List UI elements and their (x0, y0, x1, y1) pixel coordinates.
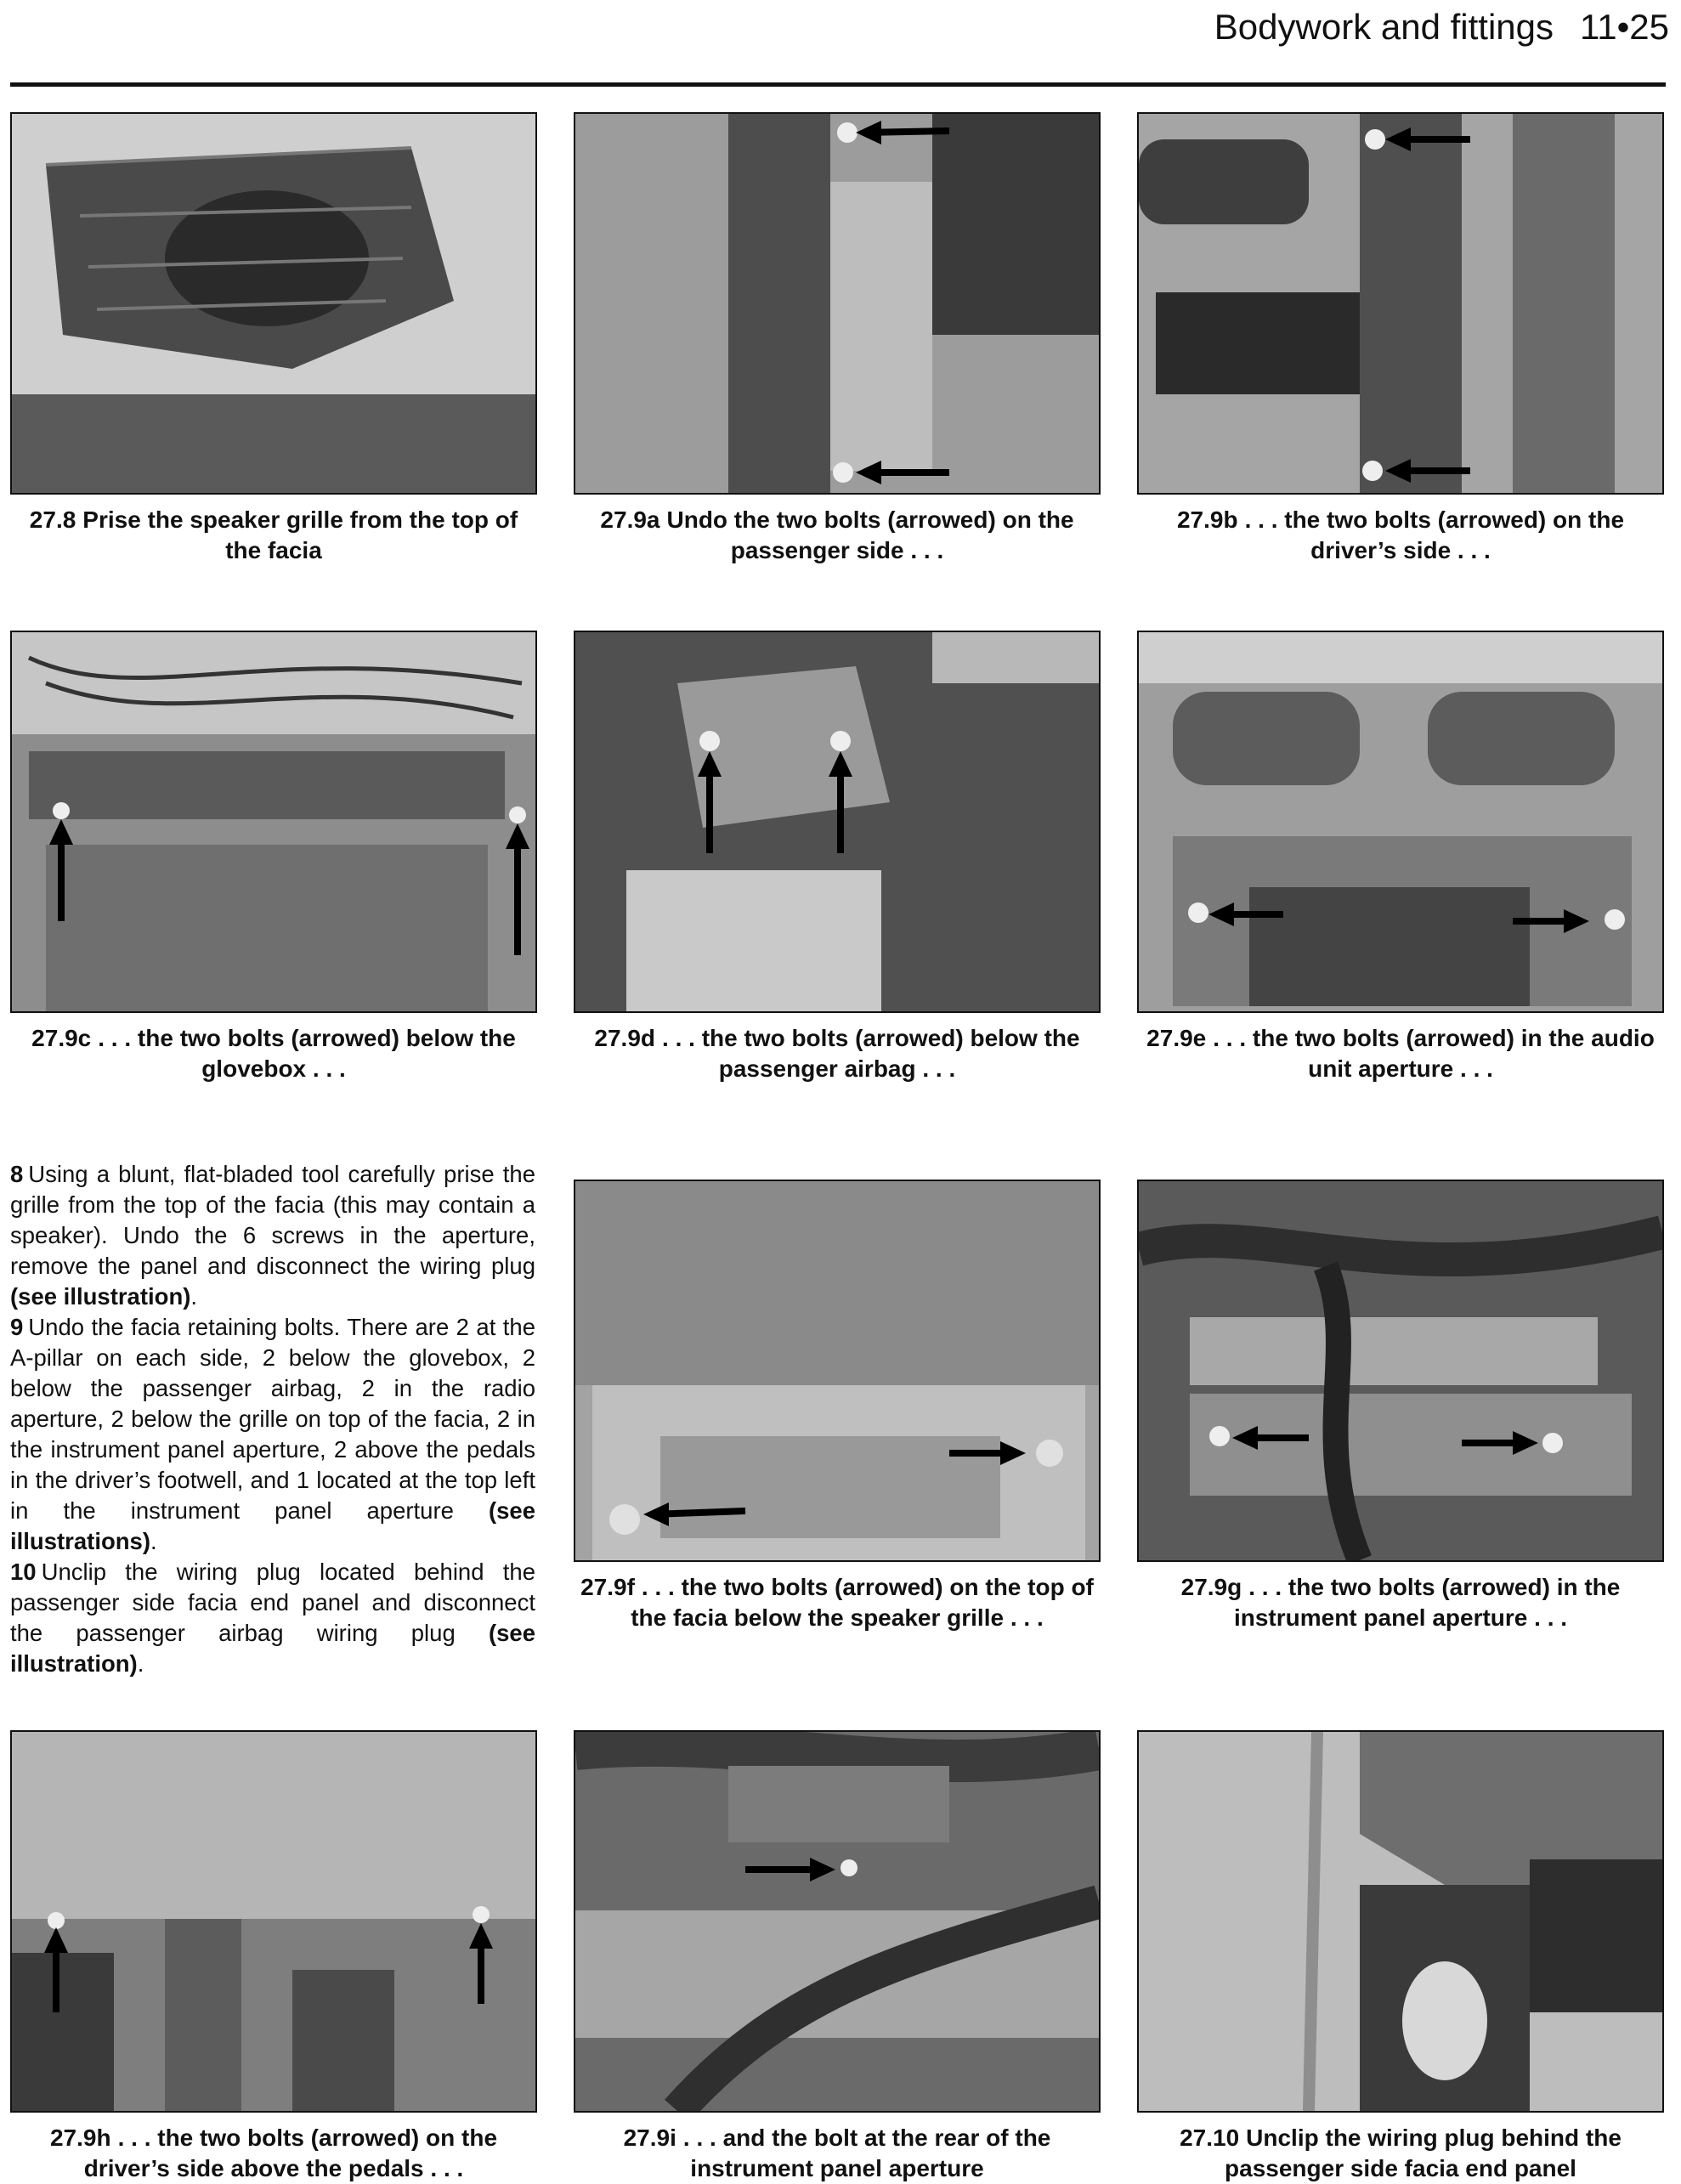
figure-27-9i (574, 1730, 1101, 2184)
figure-caption (574, 2123, 1101, 2184)
figure-27-9b (1137, 112, 1664, 566)
step-text: Unclip the wiring plug located behind the passenger side facia end panel and disconnect the passenger airbag wiring plug (10, 1559, 535, 1646)
step-text: Undo the facia retaining bolts. There are 2 at the A-pillar on each side, 2 below the glovebox, 2 below the passenger airbag, 2 in the radio aperture, 2 below the grille on top of the facia, 2 in the instrument panel aperture, 2 above the pedals in the driver’s footwell, and 1 located at the top left in the instrument panel aperture (10, 1314, 535, 1524)
section-title: Bodywork and fittings (1214, 7, 1554, 47)
page-header (0, 0, 1681, 88)
figure-caption (1137, 505, 1664, 566)
step-9: 9 Undo the facia retaining bolts. There are 2 at the A-pillar on each side, 2 below the glovebox, 2 below the passenger airbag, 2 in the radio aperture, 2 below the grille on top of the facia, 2 in the instrument panel aperture, 2 above the pedals in the driver’s footwell, and 1 located at the top left in the instrument panel aperture (see illustrations). (10, 1314, 535, 1554)
figure-27-9g (1137, 1180, 1664, 1633)
figure-caption (10, 1023, 537, 1084)
figure-caption (10, 505, 537, 566)
figure-caption-text: Unclip the wiring plug behind the passenger side facia end panel (1225, 2125, 1622, 2181)
figure-caption (574, 1572, 1101, 1633)
figure-photo (1137, 1180, 1664, 1562)
figure-27-9f (574, 1180, 1101, 1633)
figure-number: 27.9c (31, 1025, 92, 1051)
figure-caption (10, 2123, 537, 2184)
step-8: 8 Using a blunt, flat-bladed tool carefully prise the grille from the top of the facia (this may contain a speaker). Undo the 6 screws in the aperture, remove the panel and disconnect the wiring plug (see illustration). (10, 1161, 535, 1310)
figure-number: 27.9d (594, 1025, 656, 1051)
step-number: 9 (10, 1314, 24, 1340)
figure-caption-text: . . . the two bolts (arrowed) in the instrument panel aperture . . . (1233, 1574, 1621, 1631)
figure-caption-text: . . . the two bolts (arrowed) on the top of the facia below the speaker grille . . . (631, 1574, 1094, 1631)
step-reference: (see illustration) (10, 1283, 191, 1310)
step-number: 8 (10, 1161, 24, 1187)
figure-number: 27.9b (1176, 506, 1238, 533)
figure-number: 27.9a (600, 506, 660, 533)
figure-photo (574, 1180, 1101, 1562)
figure-27-9h (10, 1730, 537, 2184)
figure-photo (574, 631, 1101, 1013)
figure-photo (574, 1730, 1101, 2113)
figure-caption-text: Undo the two bolts (arrowed) on the passenger side . . . (666, 506, 1074, 563)
figure-photo (574, 112, 1101, 495)
figure-caption-text: . . . the two bolts (arrowed) on the driver’s side . . . (1244, 506, 1625, 563)
figure-caption (574, 1023, 1101, 1084)
figure-photo (10, 1730, 537, 2113)
figure-27-8 (10, 112, 537, 566)
figure-caption (574, 505, 1101, 566)
figure-number: 27.10 (1180, 2125, 1240, 2151)
figure-27-9d (574, 631, 1101, 1084)
figure-caption (1137, 1023, 1664, 1084)
figure-caption-text: . . . the two bolts (arrowed) below the glovebox . . . (98, 1025, 516, 1082)
figure-number: 27.9f (580, 1574, 635, 1600)
figure-number: 27.9h (49, 2125, 111, 2151)
figure-caption (1137, 2123, 1664, 2184)
figure-number: 27.9g (1180, 1574, 1242, 1600)
figure-number: 27.9e (1146, 1025, 1207, 1051)
figure-photo (1137, 631, 1664, 1013)
figure-caption-text: . . . the two bolts (arrowed) on the driver’s side above the pedals . . . (83, 2125, 498, 2181)
step-10: 10 Unclip the wiring plug located behind the passenger side facia end panel and disconnect the passenger airbag wiring plug (see illustration). (10, 1559, 536, 1677)
figure-27-9e (1137, 631, 1664, 1084)
figure-caption (1137, 1572, 1664, 1633)
figure-number: 27.8 (29, 506, 76, 533)
figure-photo (10, 112, 537, 495)
step-reference: (see illustration) (10, 1620, 536, 1677)
body-text (10, 1159, 535, 1679)
figure-caption-text: . . . the two bolts (arrowed) in the audio unit aperture . . . (1213, 1025, 1655, 1082)
figure-photo (1137, 1730, 1664, 2113)
header-rule (10, 82, 1666, 87)
figure-photo (10, 631, 537, 1013)
figure-caption-text: . . . the two bolts (arrowed) below the passenger airbag . . . (662, 1025, 1080, 1082)
step-text: Using a blunt, flat-bladed tool carefully prise the grille from the top of the facia (this may contain a speaker). Undo the 6 screws in the aperture, remove the panel and disconnect the wiring plug (10, 1161, 535, 1279)
page-number: 11•25 (1579, 7, 1669, 47)
step-number: 10 (10, 1559, 37, 1585)
step-reference: (see illustrations) (10, 1497, 535, 1554)
figure-27-10 (1137, 1730, 1664, 2184)
figure-caption-text: Prise the speaker grille from the top of the facia (82, 506, 518, 563)
figure-27-9a (574, 112, 1101, 566)
figure-photo (1137, 112, 1664, 495)
figure-27-9c (10, 631, 537, 1084)
figure-number: 27.9i (623, 2125, 676, 2151)
figure-caption-text: . . . and the bolt at the rear of the instrument panel aperture (682, 2125, 1051, 2181)
